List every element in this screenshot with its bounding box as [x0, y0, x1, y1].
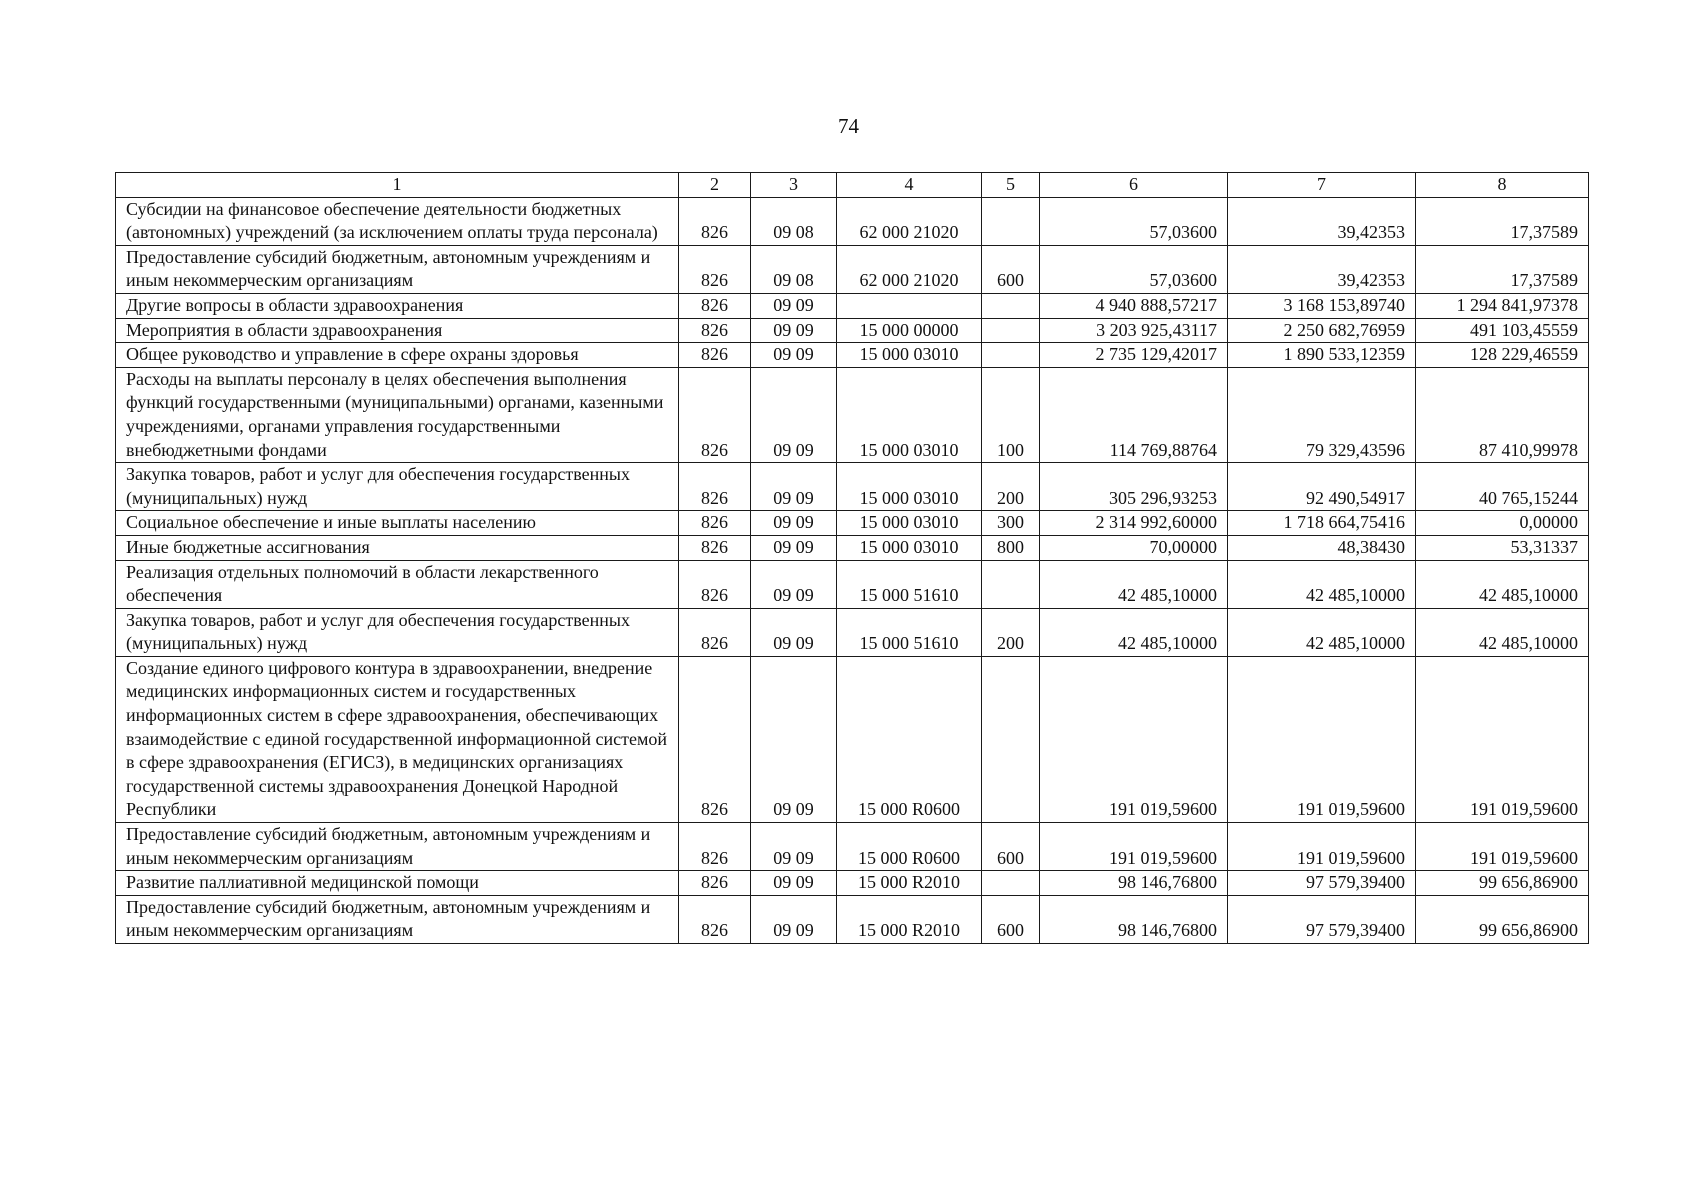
amount-year1-cell: 3 203 925,43117 — [1040, 318, 1228, 343]
item-name-cell: Предоставление субсидий бюджетным, автономным учреждениям и иным некоммерческим организациям — [116, 895, 679, 943]
target-article-cell: 15 000 03010 — [837, 367, 982, 462]
table-row — [116, 535, 1589, 560]
expense-type-cell: 600 — [982, 895, 1040, 943]
expense-type-cell: 600 — [982, 245, 1040, 293]
table-row — [116, 463, 1589, 511]
header-row — [116, 173, 1589, 198]
amount-year1-cell: 98 146,76800 — [1040, 895, 1228, 943]
amount-year2-cell: 79 329,43596 — [1228, 367, 1416, 462]
ministry-code-cell: 826 — [679, 367, 751, 462]
section-code-cell: 09 09 — [751, 535, 837, 560]
column-header-3: 3 — [751, 173, 837, 198]
amount-year2-cell: 1 718 664,75416 — [1228, 511, 1416, 536]
amount-year3-cell: 17,37589 — [1416, 245, 1589, 293]
amount-year3-cell: 17,37589 — [1416, 197, 1589, 245]
amount-year3-cell: 491 103,45559 — [1416, 318, 1589, 343]
column-header-7: 7 — [1228, 173, 1416, 198]
table-row — [116, 343, 1589, 368]
table-body — [116, 197, 1589, 943]
target-article-cell: 15 000 03010 — [837, 511, 982, 536]
amount-year2-cell: 1 890 533,12359 — [1228, 343, 1416, 368]
amount-year1-cell: 42 485,10000 — [1040, 560, 1228, 608]
amount-year1-cell: 4 940 888,57217 — [1040, 293, 1228, 318]
amount-year3-cell: 99 656,86900 — [1416, 871, 1589, 896]
item-name-cell: Развитие паллиативной медицинской помощи — [116, 871, 679, 896]
section-code-cell: 09 09 — [751, 318, 837, 343]
target-article-cell: 62 000 21020 — [837, 197, 982, 245]
target-article-cell: 15 000 R2010 — [837, 871, 982, 896]
amount-year3-cell: 0,00000 — [1416, 511, 1589, 536]
section-code-cell: 09 09 — [751, 367, 837, 462]
column-header-5: 5 — [982, 173, 1040, 198]
table-row — [116, 293, 1589, 318]
section-code-cell: 09 09 — [751, 560, 837, 608]
item-name-cell: Закупка товаров, работ и услуг для обеспечения государственных (муниципальных) нужд — [116, 463, 679, 511]
amount-year1-cell: 57,03600 — [1040, 245, 1228, 293]
table-row — [116, 871, 1589, 896]
section-code-cell: 09 09 — [751, 293, 837, 318]
ministry-code-cell: 826 — [679, 608, 751, 656]
amount-year1-cell: 42 485,10000 — [1040, 608, 1228, 656]
table-row — [116, 245, 1589, 293]
column-header-2: 2 — [679, 173, 751, 198]
item-name-cell: Иные бюджетные ассигнования — [116, 535, 679, 560]
ministry-code-cell: 826 — [679, 197, 751, 245]
table-row — [116, 197, 1589, 245]
expense-type-cell — [982, 343, 1040, 368]
expense-type-cell — [982, 656, 1040, 822]
expense-type-cell: 300 — [982, 511, 1040, 536]
amount-year3-cell: 40 765,15244 — [1416, 463, 1589, 511]
amount-year3-cell: 128 229,46559 — [1416, 343, 1589, 368]
target-article-cell: 62 000 21020 — [837, 245, 982, 293]
item-name-cell: Расходы на выплаты персоналу в целях обеспечения выполнения функций государственными (муниципальными) органами, казенными учреждениями, органами управления государственными внебюджетными фондами — [116, 367, 679, 462]
table-row — [116, 318, 1589, 343]
item-name-cell: Субсидии на финансовое обеспечение деятельности бюджетных (автономных) учреждений (за исключением оплаты труда персонала) — [116, 197, 679, 245]
table-row — [116, 560, 1589, 608]
expense-type-cell — [982, 560, 1040, 608]
amount-year3-cell: 42 485,10000 — [1416, 560, 1589, 608]
section-code-cell: 09 09 — [751, 511, 837, 536]
amount-year1-cell: 305 296,93253 — [1040, 463, 1228, 511]
amount-year2-cell: 42 485,10000 — [1228, 608, 1416, 656]
section-code-cell: 09 09 — [751, 871, 837, 896]
amount-year2-cell: 42 485,10000 — [1228, 560, 1416, 608]
target-article-cell: 15 000 R0600 — [837, 656, 982, 822]
item-name-cell: Закупка товаров, работ и услуг для обеспечения государственных (муниципальных) нужд — [116, 608, 679, 656]
ministry-code-cell: 826 — [679, 343, 751, 368]
expense-type-cell: 600 — [982, 823, 1040, 871]
column-header-6: 6 — [1040, 173, 1228, 198]
amount-year3-cell: 1 294 841,97378 — [1416, 293, 1589, 318]
table-row — [116, 895, 1589, 943]
amount-year3-cell: 99 656,86900 — [1416, 895, 1589, 943]
target-article-cell — [837, 293, 982, 318]
target-article-cell: 15 000 03010 — [837, 463, 982, 511]
amount-year2-cell: 48,38430 — [1228, 535, 1416, 560]
section-code-cell: 09 09 — [751, 463, 837, 511]
item-name-cell: Мероприятия в области здравоохранения — [116, 318, 679, 343]
item-name-cell: Социальное обеспечение и иные выплаты населению — [116, 511, 679, 536]
amount-year2-cell: 39,42353 — [1228, 197, 1416, 245]
target-article-cell: 15 000 51610 — [837, 608, 982, 656]
page-number: 74 — [838, 114, 859, 138]
table-row — [116, 367, 1589, 462]
amount-year1-cell: 114 769,88764 — [1040, 367, 1228, 462]
ministry-code-cell: 826 — [679, 511, 751, 536]
expense-type-cell: 100 — [982, 367, 1040, 462]
ministry-code-cell: 826 — [679, 463, 751, 511]
ministry-code-cell: 826 — [679, 871, 751, 896]
amount-year2-cell: 191 019,59600 — [1228, 823, 1416, 871]
amount-year2-cell: 191 019,59600 — [1228, 656, 1416, 822]
section-code-cell: 09 09 — [751, 823, 837, 871]
amount-year2-cell: 3 168 153,89740 — [1228, 293, 1416, 318]
item-name-cell: Создание единого цифрового контура в здравоохранении, внедрение медицинских информационных систем и государственных информационных систем в сфере здравоохранения, обеспечивающих взаимодействие с единой государственной информационной системой в сфере здравоохранения (ЕГИСЗ), в медицинских организациях государственной системы здравоохранения Донецкой Народной Республики — [116, 656, 679, 822]
target-article-cell: 15 000 R0600 — [837, 823, 982, 871]
target-article-cell: 15 000 51610 — [837, 560, 982, 608]
amount-year3-cell: 53,31337 — [1416, 535, 1589, 560]
amount-year2-cell: 97 579,39400 — [1228, 895, 1416, 943]
amount-year1-cell: 70,00000 — [1040, 535, 1228, 560]
ministry-code-cell: 826 — [679, 823, 751, 871]
ministry-code-cell: 826 — [679, 560, 751, 608]
amount-year1-cell: 57,03600 — [1040, 197, 1228, 245]
target-article-cell: 15 000 00000 — [837, 318, 982, 343]
amount-year2-cell: 39,42353 — [1228, 245, 1416, 293]
budget-table — [115, 172, 1589, 944]
table-row — [116, 656, 1589, 822]
ministry-code-cell: 826 — [679, 895, 751, 943]
ministry-code-cell: 826 — [679, 656, 751, 822]
section-code-cell: 09 09 — [751, 608, 837, 656]
amount-year3-cell: 87 410,99978 — [1416, 367, 1589, 462]
expense-type-cell — [982, 318, 1040, 343]
target-article-cell: 15 000 03010 — [837, 535, 982, 560]
ministry-code-cell: 826 — [679, 293, 751, 318]
expense-type-cell — [982, 293, 1040, 318]
expense-type-cell — [982, 197, 1040, 245]
table-row — [116, 608, 1589, 656]
target-article-cell: 15 000 03010 — [837, 343, 982, 368]
section-code-cell: 09 09 — [751, 895, 837, 943]
amount-year1-cell: 191 019,59600 — [1040, 656, 1228, 822]
amount-year1-cell: 2 314 992,60000 — [1040, 511, 1228, 536]
item-name-cell: Предоставление субсидий бюджетным, автономным учреждениям и иным некоммерческим организациям — [116, 823, 679, 871]
ministry-code-cell: 826 — [679, 245, 751, 293]
column-header-4: 4 — [837, 173, 982, 198]
section-code-cell: 09 08 — [751, 245, 837, 293]
amount-year1-cell: 2 735 129,42017 — [1040, 343, 1228, 368]
amount-year3-cell: 42 485,10000 — [1416, 608, 1589, 656]
expense-type-cell: 200 — [982, 608, 1040, 656]
table-row — [116, 823, 1589, 871]
section-code-cell: 09 09 — [751, 343, 837, 368]
amount-year1-cell: 98 146,76800 — [1040, 871, 1228, 896]
item-name-cell: Реализация отдельных полномочий в области лекарственного обеспечения — [116, 560, 679, 608]
column-header-8: 8 — [1416, 173, 1589, 198]
amount-year2-cell: 97 579,39400 — [1228, 871, 1416, 896]
expense-type-cell: 200 — [982, 463, 1040, 511]
ministry-code-cell: 826 — [679, 318, 751, 343]
amount-year1-cell: 191 019,59600 — [1040, 823, 1228, 871]
column-header-1: 1 — [116, 173, 679, 198]
item-name-cell: Общее руководство и управление в сфере охраны здоровья — [116, 343, 679, 368]
amount-year3-cell: 191 019,59600 — [1416, 656, 1589, 822]
table-row — [116, 511, 1589, 536]
target-article-cell: 15 000 R2010 — [837, 895, 982, 943]
expense-type-cell: 800 — [982, 535, 1040, 560]
expense-type-cell — [982, 871, 1040, 896]
amount-year2-cell: 92 490,54917 — [1228, 463, 1416, 511]
amount-year3-cell: 191 019,59600 — [1416, 823, 1589, 871]
section-code-cell: 09 08 — [751, 197, 837, 245]
section-code-cell: 09 09 — [751, 656, 837, 822]
item-name-cell: Предоставление субсидий бюджетным, автономным учреждениям и иным некоммерческим организациям — [116, 245, 679, 293]
item-name-cell: Другие вопросы в области здравоохранения — [116, 293, 679, 318]
ministry-code-cell: 826 — [679, 535, 751, 560]
amount-year2-cell: 2 250 682,76959 — [1228, 318, 1416, 343]
